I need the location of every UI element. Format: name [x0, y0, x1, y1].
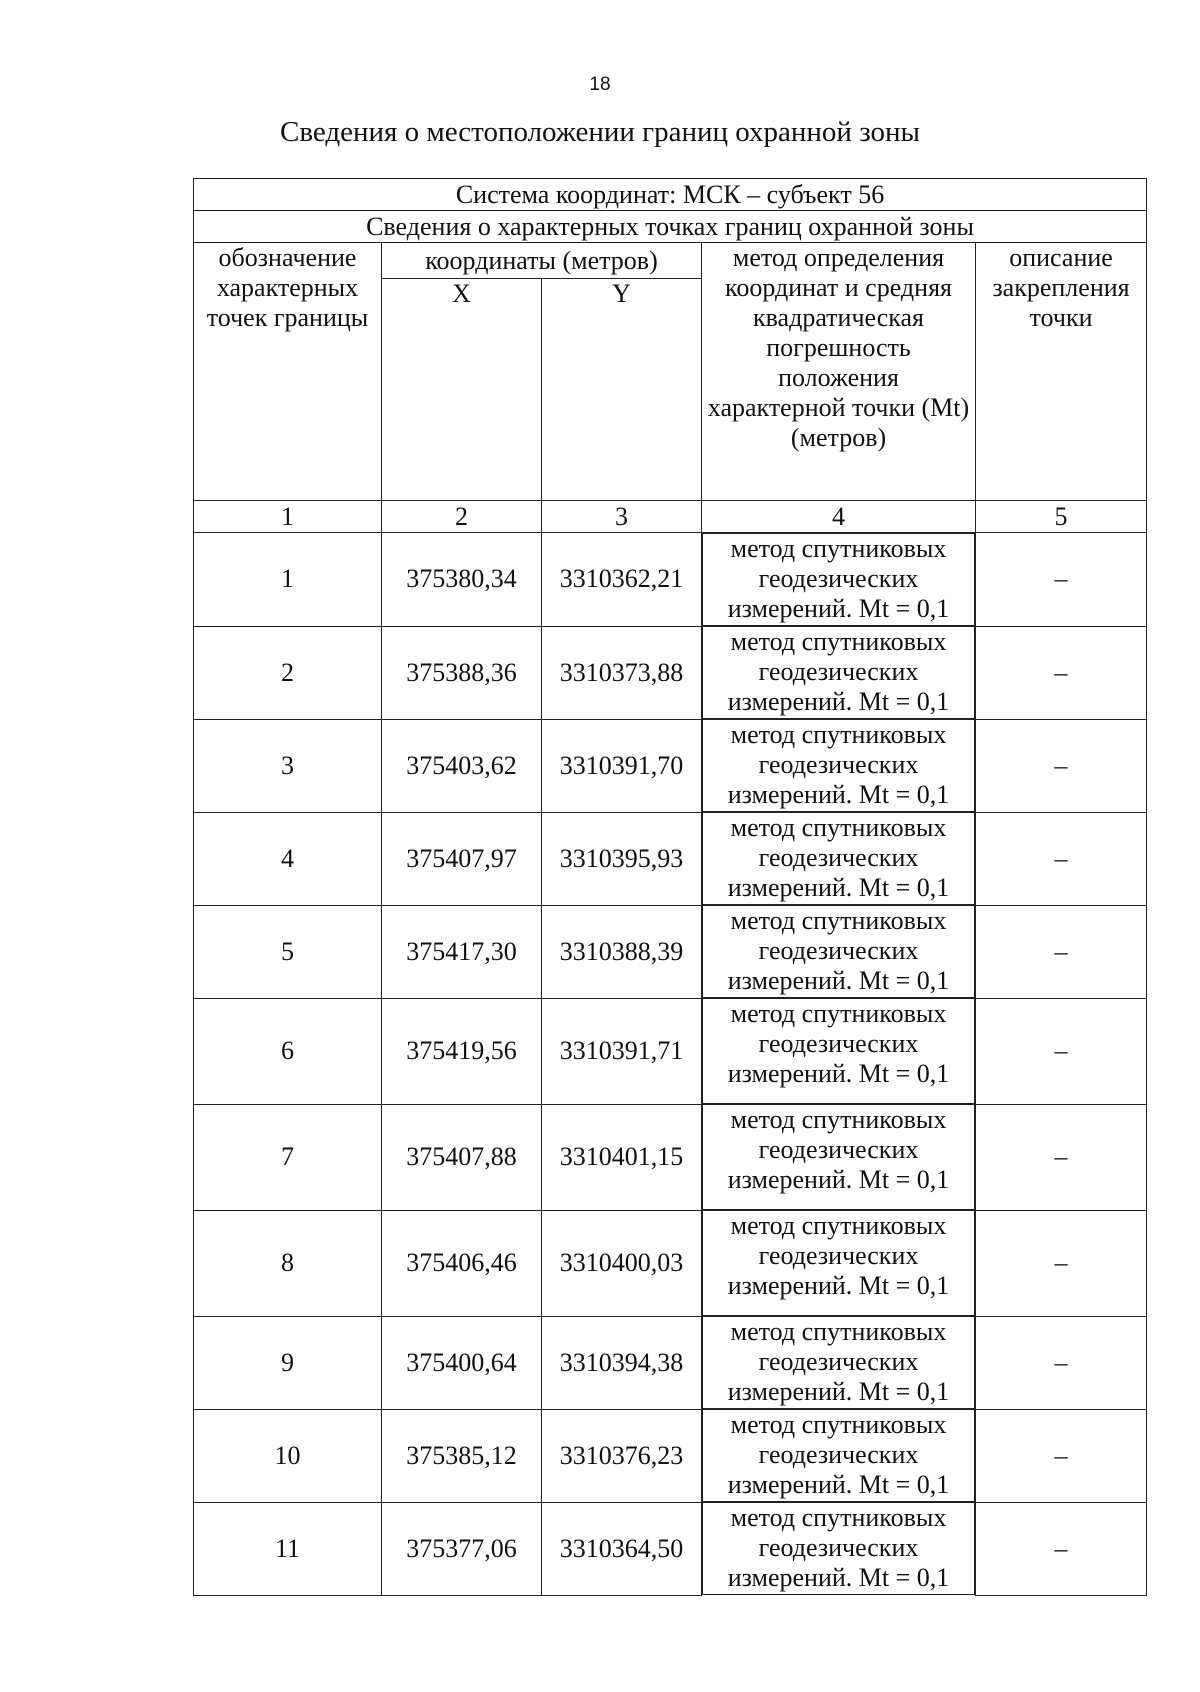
- table-row: [194, 626, 1147, 719]
- point-number-cell: 3: [194, 719, 382, 812]
- point-number-cell: 8: [194, 1210, 382, 1316]
- description-cell: –: [976, 998, 1147, 1104]
- header-method: метод определения координат и средняя квадратическая погрешность положения характерной точки (Mt) (метров): [702, 243, 976, 501]
- description-cell: –: [976, 812, 1147, 905]
- table-row: [194, 1210, 1147, 1316]
- y-coordinate-cell: 3310391,71: [542, 998, 702, 1104]
- description-cell: –: [976, 719, 1147, 812]
- point-number-cell: 7: [194, 1104, 382, 1210]
- header-point: обозначение характерных точек границы: [194, 243, 382, 501]
- y-coordinate-cell: 3310362,21: [542, 533, 702, 627]
- method-cell: метод спутниковых геодезических измерений. Mt = 0,1: [702, 905, 975, 998]
- coord-system-banner: Система координат: МСК – субъект 56: [194, 179, 1147, 211]
- description-cell: –: [976, 1104, 1147, 1210]
- y-coordinate-cell: 3310388,39: [542, 905, 702, 998]
- x-coordinate-cell: 375403,62: [382, 719, 542, 812]
- x-coordinate-cell: 375388,36: [382, 626, 542, 719]
- y-coordinate-cell: 3310391,70: [542, 719, 702, 812]
- column-number: 3: [542, 501, 702, 533]
- table-row: [194, 1316, 1147, 1409]
- description-cell: –: [976, 533, 1147, 627]
- method-cell: метод спутниковых геодезических измерений. Mt = 0,1: [702, 1502, 975, 1595]
- y-coordinate-cell: 3310373,88: [542, 626, 702, 719]
- x-coordinate-cell: 375407,88: [382, 1104, 542, 1210]
- x-coordinate-cell: 375407,97: [382, 812, 542, 905]
- method-cell: метод спутниковых геодезических измерений. Mt = 0,1: [702, 812, 975, 905]
- y-coordinate-cell: 3310400,03: [542, 1210, 702, 1316]
- method-cell: метод спутниковых геодезических измерений. Mt = 0,1: [702, 1104, 975, 1210]
- method-cell: метод спутниковых геодезических измерений. Mt = 0,1: [702, 533, 975, 626]
- column-number: 4: [702, 501, 976, 533]
- description-cell: –: [976, 1210, 1147, 1316]
- point-number-cell: 5: [194, 905, 382, 998]
- column-number: 5: [976, 501, 1147, 533]
- x-coordinate-cell: 375417,30: [382, 905, 542, 998]
- y-coordinate-cell: 3310395,93: [542, 812, 702, 905]
- x-coordinate-cell: 375406,46: [382, 1210, 542, 1316]
- table-row: [194, 1409, 1147, 1502]
- y-coordinate-cell: 3310364,50: [542, 1502, 702, 1595]
- table-row: [194, 719, 1147, 812]
- table-row: [194, 1104, 1147, 1210]
- document-title: Сведения о местоположении границ охранной зоны: [279, 116, 920, 148]
- method-cell: метод спутниковых геодезических измерений. Mt = 0,1: [702, 998, 975, 1104]
- description-cell: –: [976, 1409, 1147, 1502]
- point-number-cell: 1: [194, 533, 382, 627]
- x-coordinate-cell: 375400,64: [382, 1316, 542, 1409]
- y-coordinate-cell: 3310401,15: [542, 1104, 702, 1210]
- header-x: X: [382, 279, 542, 501]
- header-y: Y: [542, 279, 702, 501]
- page-number: 18: [589, 74, 611, 95]
- point-number-cell: 6: [194, 998, 382, 1104]
- description-cell: –: [976, 905, 1147, 998]
- column-number: 1: [194, 501, 382, 533]
- section-title-banner: Сведения о характерных точках границ охранной зоны: [194, 211, 1147, 243]
- x-coordinate-cell: 375419,56: [382, 998, 542, 1104]
- y-coordinate-cell: 3310376,23: [542, 1409, 702, 1502]
- y-coordinate-cell: 3310394,38: [542, 1316, 702, 1409]
- point-number-cell: 11: [194, 1502, 382, 1595]
- x-coordinate-cell: 375385,12: [382, 1409, 542, 1502]
- x-coordinate-cell: 375380,34: [382, 533, 542, 627]
- description-cell: –: [976, 1502, 1147, 1595]
- method-cell: метод спутниковых геодезических измерений. Mt = 0,1: [702, 626, 975, 719]
- table-row: [194, 1502, 1147, 1595]
- column-number: 2: [382, 501, 542, 533]
- header-description: описание закрепления точки: [976, 243, 1147, 501]
- point-number-cell: 2: [194, 626, 382, 719]
- table-row: [194, 905, 1147, 998]
- point-number-cell: 9: [194, 1316, 382, 1409]
- table-row: [194, 998, 1147, 1104]
- method-cell: метод спутниковых геодезических измерений. Mt = 0,1: [702, 1210, 975, 1316]
- method-cell: метод спутниковых геодезических измерений. Mt = 0,1: [702, 1409, 975, 1502]
- point-number-cell: 10: [194, 1409, 382, 1502]
- boundary-points-table: [193, 178, 1147, 1596]
- table-row: [194, 533, 1147, 627]
- method-cell: метод спутниковых геодезических измерений. Mt = 0,1: [702, 1316, 975, 1409]
- table-row: [194, 812, 1147, 905]
- description-cell: –: [976, 626, 1147, 719]
- x-coordinate-cell: 375377,06: [382, 1502, 542, 1595]
- point-number-cell: 4: [194, 812, 382, 905]
- header-coords: координаты (метров): [382, 243, 702, 279]
- description-cell: –: [976, 1316, 1147, 1409]
- method-cell: метод спутниковых геодезических измерений. Mt = 0,1: [702, 719, 975, 812]
